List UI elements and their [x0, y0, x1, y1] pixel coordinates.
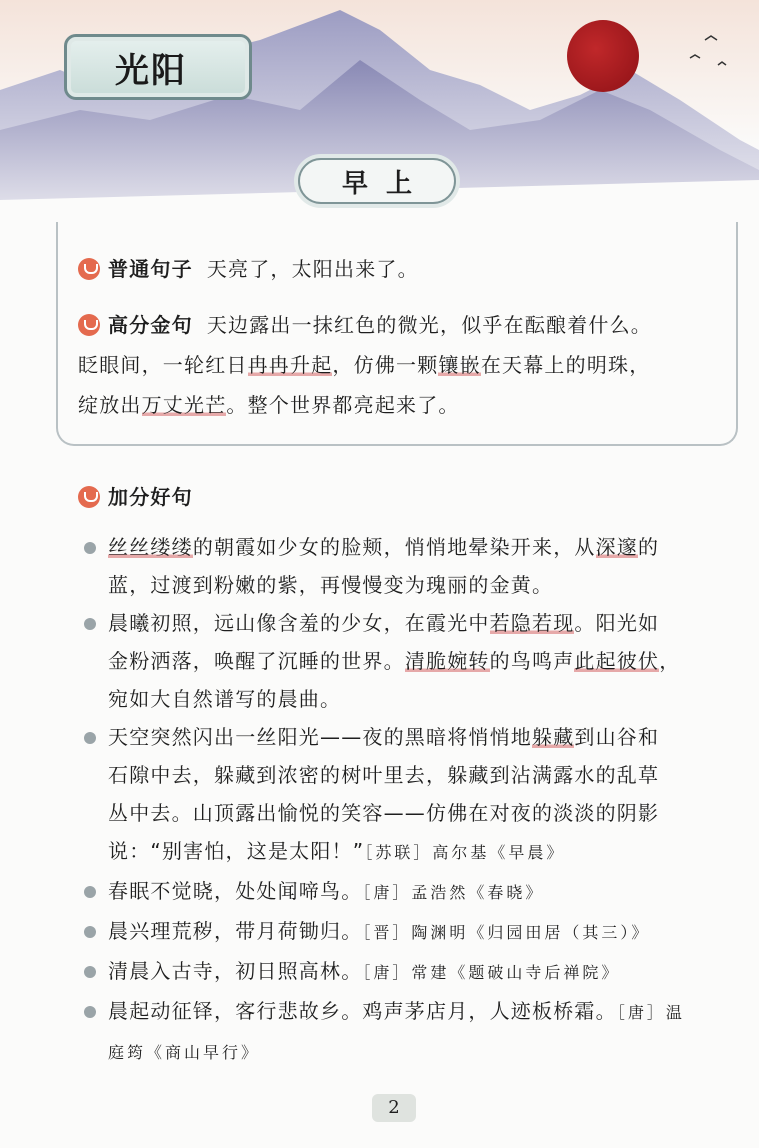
- text-segment: 春眠不觉晓，处处闻啼鸟。: [108, 879, 363, 903]
- underlined-phrase: 冉冉升起: [247, 353, 333, 377]
- underlined-phrase: 深邃: [595, 535, 639, 559]
- text-line: [108, 794, 728, 832]
- text-segment: 丛中去。山顶露出愉悦的笑容——仿佛在对夜的淡淡的阴影: [108, 801, 660, 825]
- text-line: [78, 386, 652, 424]
- text-segment: 。阳光如: [574, 611, 660, 635]
- bonus-heading: [78, 478, 207, 516]
- normal-label: 普通句子: [108, 257, 193, 281]
- text-segment: 晨起动征铎，客行悲故乡。鸡声茅店月，人迹板桥霜。: [108, 999, 617, 1023]
- text-segment: 的鸟鸣声: [489, 649, 575, 673]
- text-segment: 的: [638, 535, 660, 559]
- underlined-phrase: 躲藏: [532, 725, 575, 749]
- section-title: 早上: [341, 168, 430, 199]
- text-segment: 天边露出一抹红色的微光，似乎在酝酿着什么。: [206, 313, 653, 337]
- text-segment: 天空突然闪出一丝阳光——夜的黑暗将悄悄地: [108, 725, 532, 749]
- text-segment: 清晨入古寺，初日照高林。: [108, 959, 363, 983]
- text-segment: 在天幕上的明珠，: [480, 353, 651, 377]
- list-item: [78, 952, 728, 992]
- chapter-title-box: [64, 34, 252, 100]
- red-sun: [567, 20, 639, 92]
- badge-icon: [78, 486, 100, 508]
- text-segment: ，仿佛一颗: [332, 353, 439, 377]
- golden-label: 高分金句: [108, 313, 193, 337]
- text-line: [108, 872, 728, 912]
- text-line: [108, 912, 728, 952]
- text-segment: 说：“别害怕，这是太阳！”: [108, 839, 365, 863]
- underlined-phrase: 丝丝缕缕: [108, 535, 193, 559]
- mountain-banner: [0, 0, 759, 240]
- text-segment: 金粉洒落，唤醒了沉睡的世界。: [108, 649, 405, 673]
- text-segment: 石隙中去，躲藏到浓密的树叶里去，躲藏到沾满露水的乱草: [108, 763, 660, 787]
- text-line: [108, 718, 728, 756]
- list-item: [78, 912, 728, 952]
- text-line: [108, 642, 728, 680]
- source-citation: ［唐］常建《题破山寺后禅院》: [362, 963, 621, 982]
- text-segment: 蓝，过渡到粉嫩的紫，再慢慢变为瑰丽的金黄。: [108, 573, 554, 597]
- list-item: [78, 992, 728, 1072]
- text-segment: 晨曦初照，远山像含羞的少女，在霞光中: [108, 611, 490, 635]
- source-citation: ［唐］温: [616, 1003, 685, 1022]
- source-citation: ［苏联］高尔基《早晨》: [364, 843, 566, 862]
- text-line: [108, 952, 728, 992]
- section-title-pill: [298, 158, 456, 204]
- source-citation: ［晋］陶渊明《归园田居（其三）》: [362, 923, 651, 942]
- underlined-phrase: 若隐若现: [489, 611, 575, 635]
- text-segment: 的朝霞如少女的脸颊，悄悄地晕染开来，从: [192, 535, 596, 559]
- chapter-title: 光阳: [115, 50, 187, 91]
- underlined-phrase: 镶嵌: [438, 353, 481, 377]
- text-line: [108, 566, 728, 604]
- list-item: [78, 718, 728, 872]
- text-segment: ，: [659, 649, 681, 673]
- text-line: [207, 313, 652, 337]
- list-item: [78, 528, 728, 604]
- golden-sentence: [78, 306, 652, 424]
- bonus-label: 加分好句: [108, 485, 193, 509]
- text-segment: 绽放出: [78, 393, 142, 417]
- page-number: 2: [372, 1094, 416, 1122]
- text-segment: 眨眼间，一轮红日: [78, 353, 248, 377]
- text-line: [108, 680, 728, 718]
- text-line: [108, 528, 728, 566]
- underlined-phrase: 此起彼伏: [574, 649, 660, 673]
- underlined-phrase: 万丈光芒: [141, 393, 227, 417]
- list-item: [78, 872, 728, 912]
- text-line: [108, 992, 728, 1032]
- text-segment: 天亮了，太阳出来了。: [206, 257, 419, 281]
- text-segment: 到山谷和: [574, 725, 660, 749]
- text-line: [108, 832, 728, 872]
- badge-icon: [78, 314, 100, 336]
- underlined-phrase: 清脆婉转: [404, 649, 490, 673]
- text-segment: 。整个世界都亮起来了。: [226, 393, 460, 417]
- source-citation: 庭筠《商山早行》: [108, 1043, 261, 1062]
- list-item: [78, 604, 728, 718]
- badge-icon: [78, 258, 100, 280]
- text-line: [108, 604, 728, 642]
- text-line: [108, 756, 728, 794]
- text-segment: 晨兴理荒秽，带月荷锄归。: [108, 919, 363, 943]
- text-line: [207, 257, 419, 281]
- text-line: [78, 346, 652, 384]
- text-segment: 宛如大自然谱写的晨曲。: [108, 687, 342, 711]
- text-line: [108, 1032, 728, 1072]
- source-citation: ［唐］孟浩然《春晓》: [362, 883, 545, 902]
- bonus-sentence-list: [78, 528, 728, 1072]
- normal-sentence: [78, 250, 419, 288]
